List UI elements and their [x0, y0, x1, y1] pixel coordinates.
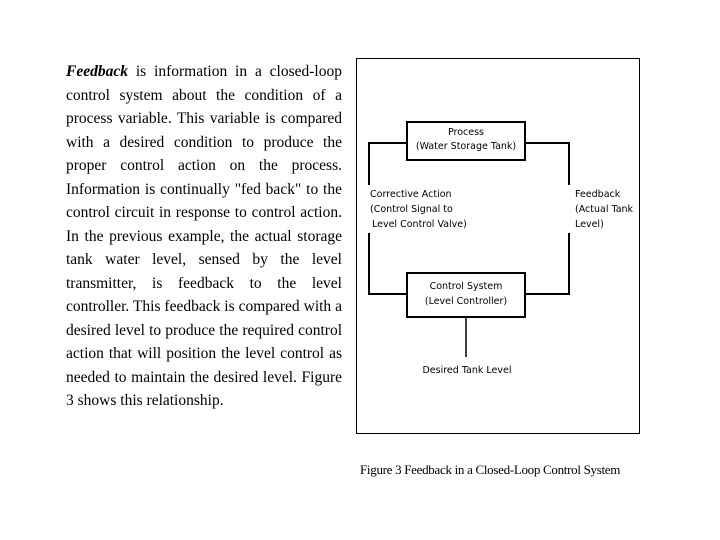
control-subtitle: (Level Controller) — [424, 296, 508, 307]
feedback-diagram — [357, 59, 641, 435]
left-label-line-1: Corrective Action — [370, 189, 452, 200]
control-title: Control System — [429, 281, 503, 292]
desired-level-label: Desired Tank Level — [422, 365, 512, 376]
right-label-line-3: Level) — [575, 219, 604, 230]
body-paragraph — [66, 60, 342, 413]
left-label-line-2: (Control Signal to — [370, 204, 453, 215]
figure-caption: Figure 3 Feedback in a Closed-Loop Control System — [360, 462, 621, 477]
control-box — [407, 273, 525, 317]
lead-term: Feedback — [66, 63, 128, 80]
left-label-line-3: Level Control Valve) — [372, 219, 467, 230]
right-label-line-1: Feedback — [575, 189, 621, 200]
process-title: Process — [447, 127, 485, 138]
figure-frame — [356, 58, 640, 434]
paragraph-text: is information in a closed-loop control system about the condition of a process variable. This variable is compared with a desired condition to produce the proper control action on the process. Information is continually "fed back" to the control circuit in response to control action. In the previous example, the actual storage tank water level, sensed by the level transmitter, is feedback to the level controller. This feedback is compared with a desired level to produce the required control action that will position the level control as needed to maintain the desired level. Figure 3 shows this relationship. — [66, 63, 342, 409]
process-subtitle: (Water Storage Tank) — [415, 141, 517, 152]
right-label-line-2: (Actual Tank — [575, 204, 634, 215]
right-loop-line — [525, 143, 569, 294]
